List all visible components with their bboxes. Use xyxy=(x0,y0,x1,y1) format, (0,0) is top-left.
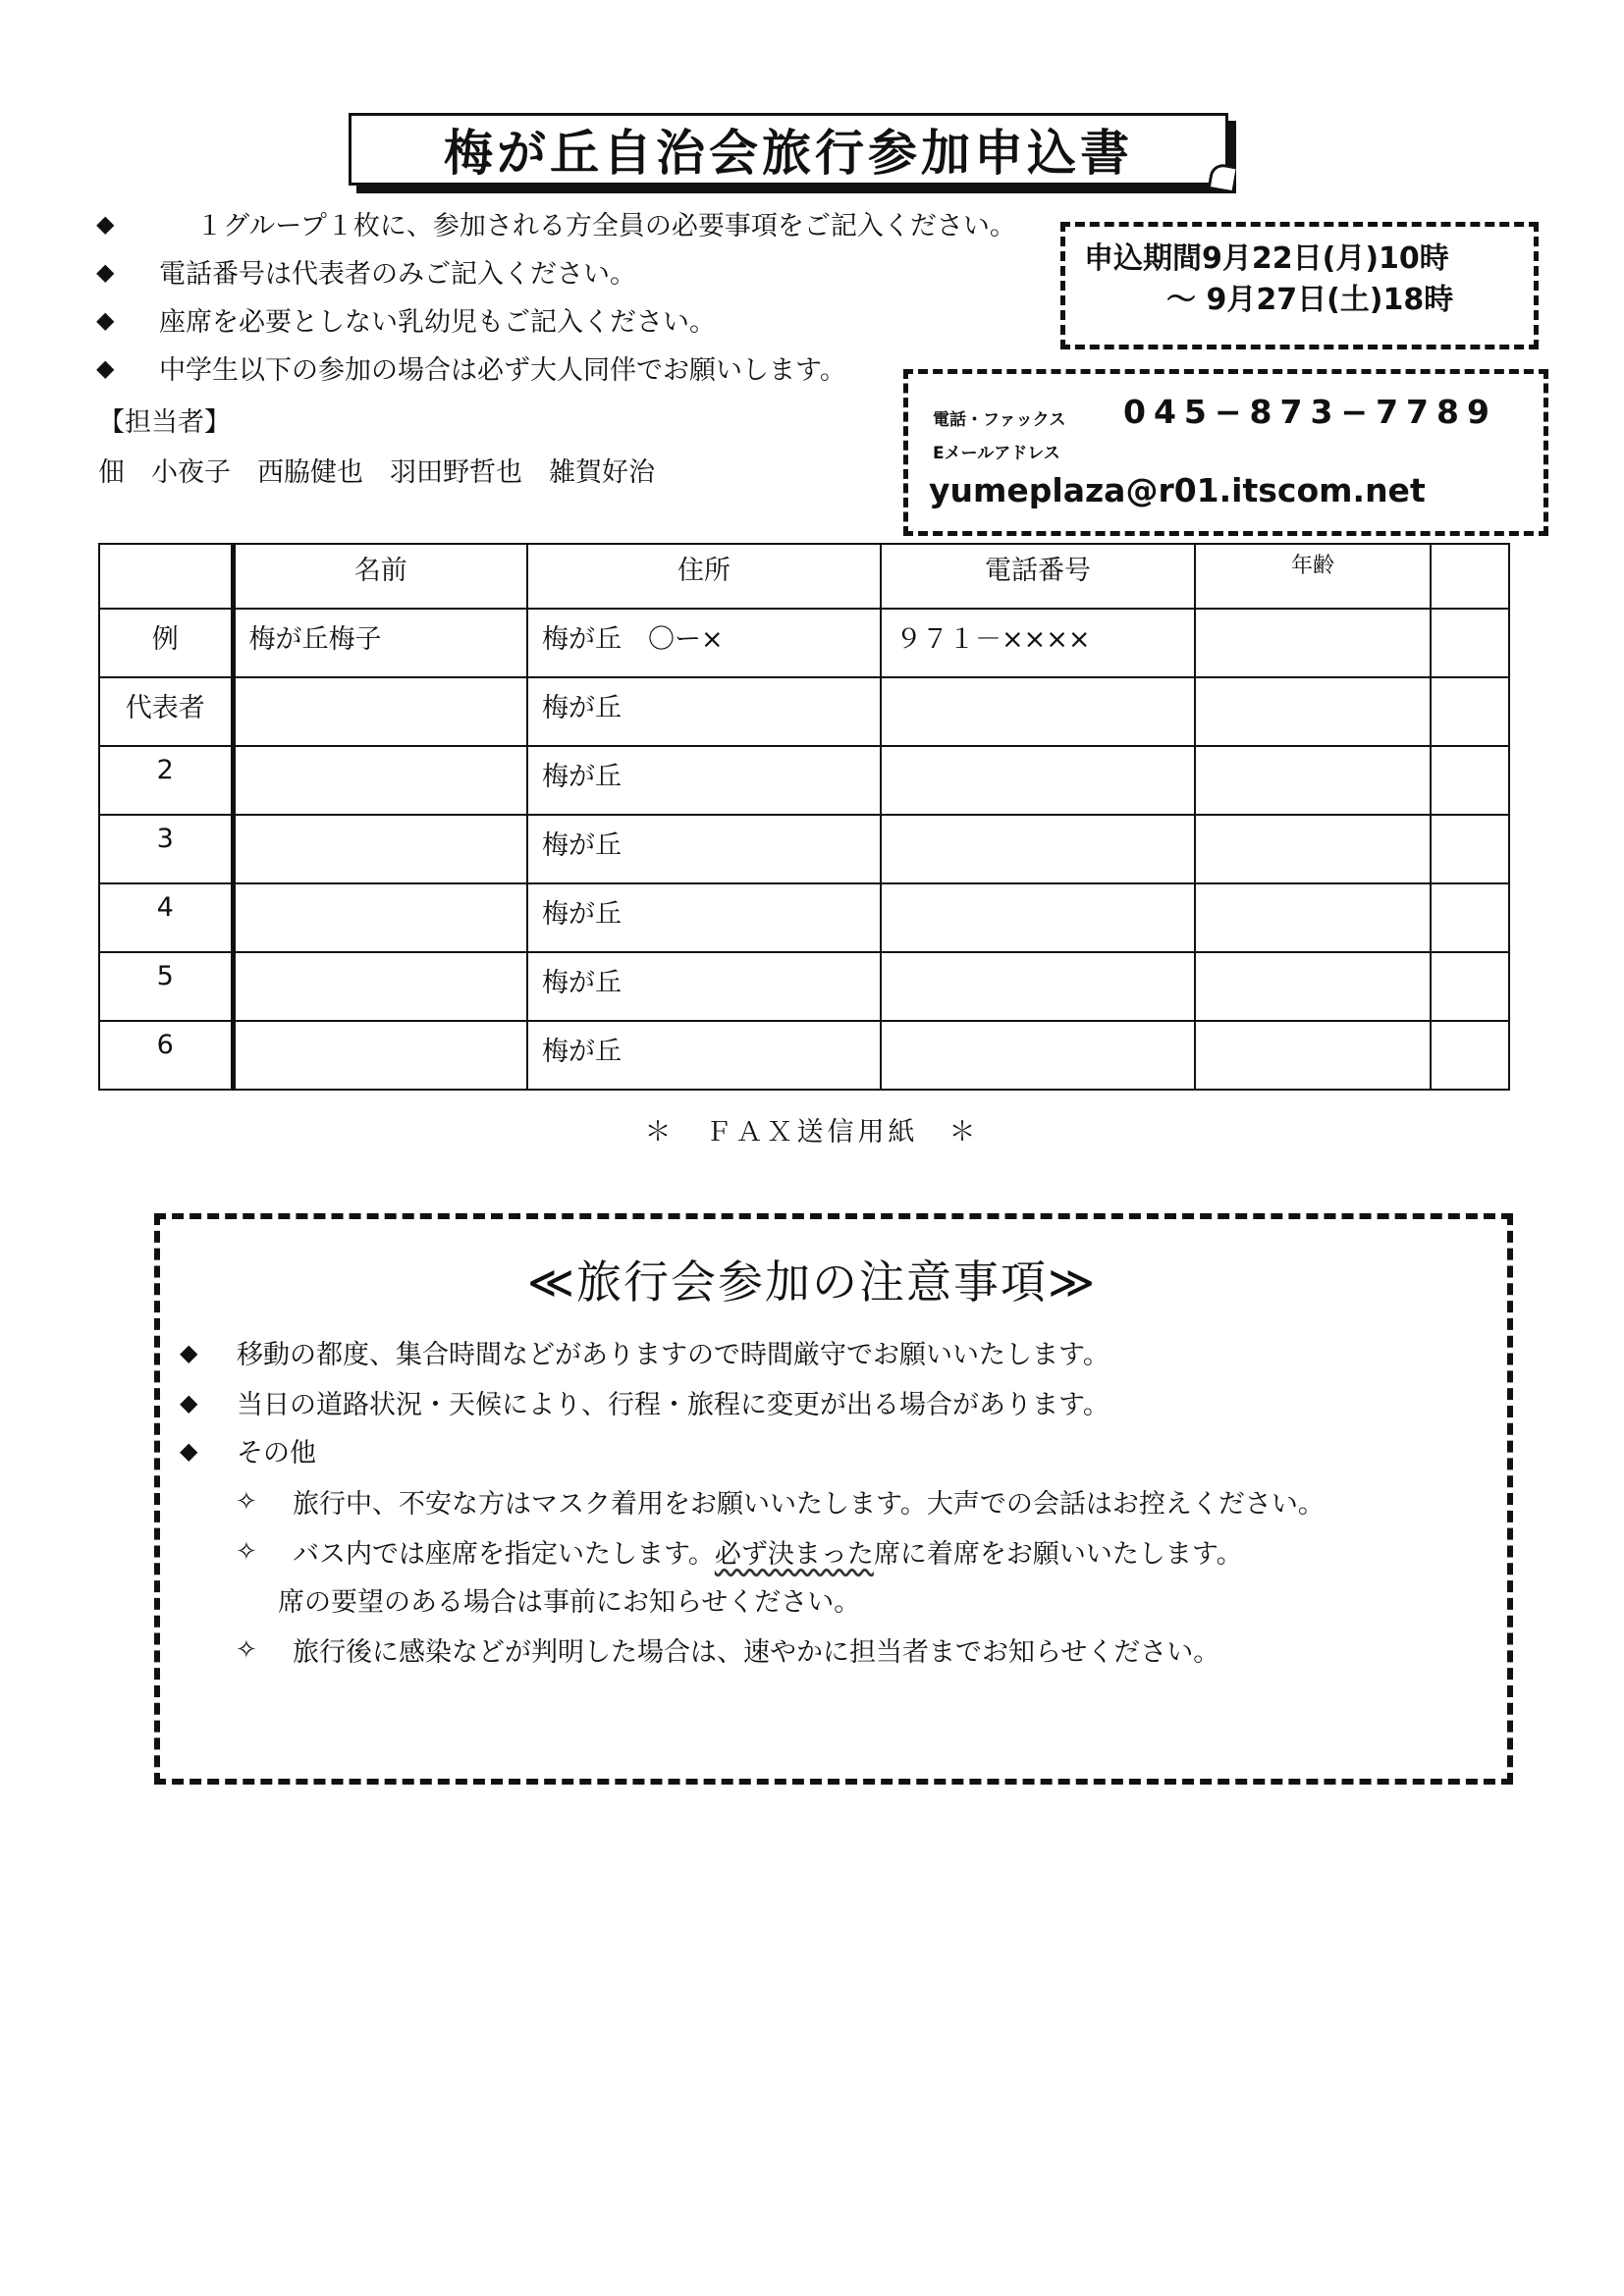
age-cell[interactable] xyxy=(1195,883,1431,952)
phone-number: 045−873−7789 xyxy=(1123,393,1497,431)
table-row xyxy=(99,952,1509,1021)
header-cell xyxy=(99,544,233,609)
note-sub-2-continued xyxy=(278,1580,860,1619)
name-cell[interactable]: 梅が丘梅子 xyxy=(233,609,527,677)
extra-cell[interactable] xyxy=(1431,609,1509,677)
diamond-bullet-icon: ◆ xyxy=(96,257,115,286)
email-address: yumeplaza@r01.itscom.net xyxy=(929,471,1426,509)
note-sub-3 xyxy=(236,1630,1219,1669)
row-label: 2 xyxy=(99,746,233,815)
phone-cell[interactable] xyxy=(881,746,1195,815)
phone-cell[interactable] xyxy=(881,883,1195,952)
instruction-text: 座席を必要としない乳幼児もご記入ください。 xyxy=(159,307,716,338)
row-label: 4 xyxy=(99,883,233,952)
participant-table xyxy=(98,543,1510,1091)
age-cell[interactable] xyxy=(1195,746,1431,815)
note-1 xyxy=(180,1333,1110,1371)
address-cell[interactable]: 梅が丘 xyxy=(527,677,881,746)
phone-cell[interactable]: ９７１－×××× xyxy=(881,609,1195,677)
phone-cell[interactable] xyxy=(881,677,1195,746)
diamond-bullet-icon: ◆ xyxy=(96,353,115,382)
header-cell xyxy=(1431,544,1509,609)
note-sub-2 xyxy=(236,1532,1243,1571)
sparkle-bullet-icon: ✧ xyxy=(236,1536,257,1567)
note-text: 移動の都度、集合時間などがありますので時間厳守でお願いいたします。 xyxy=(237,1340,1110,1370)
instruction-text: 電話番号は代表者のみご記入ください。 xyxy=(159,259,636,290)
note-sub-text: 席に着席をお願いいたします。 xyxy=(873,1539,1243,1570)
phone-cell[interactable] xyxy=(881,815,1195,883)
age-cell[interactable] xyxy=(1195,609,1431,677)
address-cell[interactable]: 梅が丘 〇ー× xyxy=(527,609,881,677)
email-label: Eメールアドレス xyxy=(933,444,1060,463)
table-row xyxy=(99,746,1509,815)
notes-title: ≪旅行会参加の注意事項≫ xyxy=(526,1255,1098,1308)
name-cell[interactable] xyxy=(233,815,527,883)
instruction-4 xyxy=(96,348,846,387)
row-label: 例 xyxy=(99,609,233,677)
diamond-bullet-icon: ◆ xyxy=(96,209,115,238)
address-cell[interactable]: 梅が丘 xyxy=(527,1021,881,1090)
extra-cell[interactable] xyxy=(1431,815,1509,883)
note-sub-text: バス内では座席を指定いたします。 xyxy=(293,1539,715,1570)
extra-cell[interactable] xyxy=(1431,952,1509,1021)
table-row xyxy=(99,883,1509,952)
instruction-text: 中学生以下の参加の場合は必ず大人同伴でお願いします。 xyxy=(159,355,846,386)
phone-cell[interactable] xyxy=(881,952,1195,1021)
diamond-bullet-icon: ◆ xyxy=(180,1338,198,1366)
table-row xyxy=(99,1021,1509,1090)
row-label: 3 xyxy=(99,815,233,883)
page-title: 梅が丘自治会旅行参加申込書 xyxy=(444,125,1133,182)
address-cell[interactable]: 梅が丘 xyxy=(527,952,881,1021)
note-text: その他 xyxy=(237,1438,316,1468)
header-phone: 電話番号 xyxy=(881,544,1195,609)
sparkle-bullet-icon: ✧ xyxy=(236,1634,257,1665)
table-header-row xyxy=(99,544,1509,609)
table-row xyxy=(99,677,1509,746)
note-text: 当日の道路状況・天候により、行程・旅程に変更が出る場合があります。 xyxy=(237,1390,1110,1420)
row-label: 代表者 xyxy=(99,677,233,746)
instruction-3 xyxy=(96,300,716,339)
note-sub-1 xyxy=(236,1482,1325,1521)
age-cell[interactable] xyxy=(1195,952,1431,1021)
name-cell[interactable] xyxy=(233,1021,527,1090)
row-label: 6 xyxy=(99,1021,233,1090)
row-label: 5 xyxy=(99,952,233,1021)
note-2 xyxy=(180,1383,1110,1421)
age-cell[interactable] xyxy=(1195,1021,1431,1090)
name-cell[interactable] xyxy=(233,746,527,815)
extra-cell[interactable] xyxy=(1431,1021,1509,1090)
name-cell[interactable] xyxy=(233,677,527,746)
title-box xyxy=(349,113,1228,186)
phone-cell[interactable] xyxy=(881,1021,1195,1090)
period-line-1: 申込期間9月22日(月)10時 xyxy=(1084,241,1449,276)
instruction-text: １グループ１枚に、参加される方全員の必要事項をご記入ください。 xyxy=(196,211,1016,241)
header-address: 住所 xyxy=(527,544,881,609)
instruction-1 xyxy=(96,204,1016,242)
diamond-bullet-icon: ◆ xyxy=(180,1436,198,1465)
note-3 xyxy=(180,1431,316,1469)
table-row xyxy=(99,815,1509,883)
address-cell[interactable]: 梅が丘 xyxy=(527,815,881,883)
extra-cell[interactable] xyxy=(1431,677,1509,746)
note-sub-text: 旅行後に感染などが判明した場合は、速やかに担当者までお知らせください。 xyxy=(293,1637,1220,1668)
table-row xyxy=(99,609,1509,677)
header-name: 名前 xyxy=(233,544,527,609)
address-cell[interactable]: 梅が丘 xyxy=(527,883,881,952)
address-cell[interactable]: 梅が丘 xyxy=(527,746,881,815)
diamond-bullet-icon: ◆ xyxy=(180,1388,198,1416)
staff-label: 【担当者】 xyxy=(98,407,231,438)
diamond-bullet-icon: ◆ xyxy=(96,305,115,334)
phone-fax-label: 電話・ファックス xyxy=(933,410,1066,430)
age-cell[interactable] xyxy=(1195,677,1431,746)
sparkle-bullet-icon: ✧ xyxy=(236,1486,257,1517)
note-sub-text-underlined: 必ず決まった xyxy=(714,1539,874,1570)
note-sub-text: 席の要望のある場合は事前にお知らせください。 xyxy=(278,1587,861,1618)
staff-names: 佃 小夜子 西脇健也 羽田野哲也 雑賀好治 xyxy=(98,457,655,488)
extra-cell[interactable] xyxy=(1431,883,1509,952)
period-line-2: ～ 9月27日(土)18時 xyxy=(1166,283,1454,317)
name-cell[interactable] xyxy=(233,883,527,952)
instruction-2 xyxy=(96,252,636,291)
age-cell[interactable] xyxy=(1195,815,1431,883)
name-cell[interactable] xyxy=(233,952,527,1021)
extra-cell[interactable] xyxy=(1431,746,1509,815)
note-sub-text: 旅行中、不安な方はマスク着用をお願いいたします。大声での会話はお控えください。 xyxy=(293,1489,1325,1520)
fax-caption: ＊ ＦＡＸ送信用紙 ＊ xyxy=(644,1117,980,1148)
header-age: 年齢 xyxy=(1195,544,1431,609)
